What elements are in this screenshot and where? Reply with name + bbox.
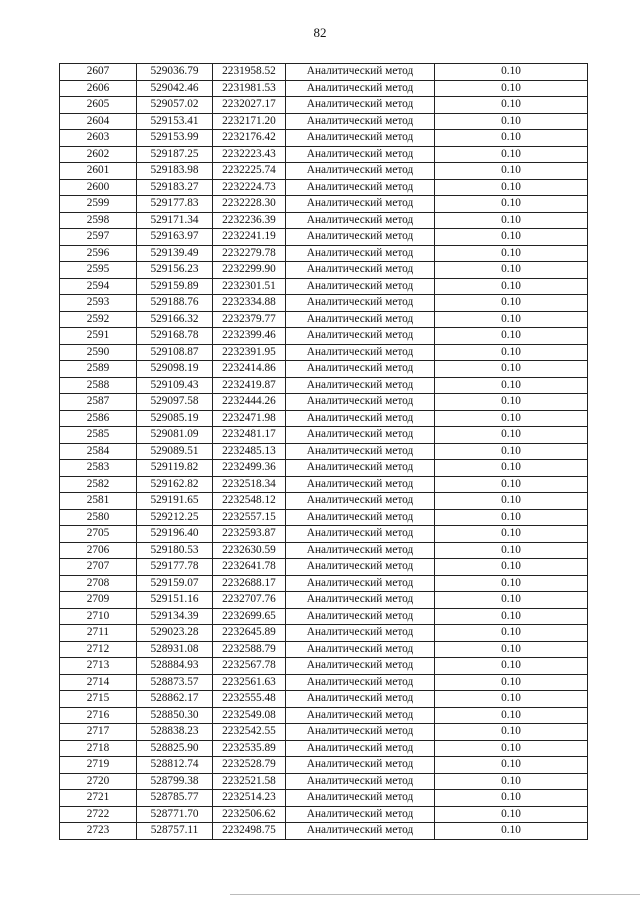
accuracy-cell: 0.10 <box>435 278 588 295</box>
y-coordinate-cell: 2232561.63 <box>213 674 286 691</box>
point-number-cell: 2705 <box>60 526 137 543</box>
method-cell: Аналитический метод <box>286 361 435 378</box>
method-cell: Аналитический метод <box>286 130 435 147</box>
accuracy-cell: 0.10 <box>435 707 588 724</box>
method-cell: Аналитический метод <box>286 542 435 559</box>
table-row <box>60 130 588 147</box>
y-coordinate-cell: 2232557.15 <box>213 509 286 526</box>
accuracy-cell: 0.10 <box>435 625 588 642</box>
method-cell: Аналитический метод <box>286 163 435 180</box>
method-cell: Аналитический метод <box>286 394 435 411</box>
table-row <box>60 97 588 114</box>
table-row <box>60 608 588 625</box>
x-coordinate-cell: 529023.28 <box>137 625 213 642</box>
y-coordinate-cell: 2232225.74 <box>213 163 286 180</box>
y-coordinate-cell: 2232630.59 <box>213 542 286 559</box>
point-number-cell: 2711 <box>60 625 137 642</box>
y-coordinate-cell: 2231958.52 <box>213 64 286 81</box>
x-coordinate-cell: 528799.38 <box>137 773 213 790</box>
table-row <box>60 245 588 262</box>
table-row <box>60 691 588 708</box>
accuracy-cell: 0.10 <box>435 196 588 213</box>
y-coordinate-cell: 2232521.58 <box>213 773 286 790</box>
accuracy-cell: 0.10 <box>435 113 588 130</box>
point-number-cell: 2715 <box>60 691 137 708</box>
x-coordinate-cell: 529109.43 <box>137 377 213 394</box>
y-coordinate-cell: 2232279.78 <box>213 245 286 262</box>
y-coordinate-cell: 2232499.36 <box>213 460 286 477</box>
x-coordinate-cell: 529134.39 <box>137 608 213 625</box>
table-row <box>60 443 588 460</box>
accuracy-cell: 0.10 <box>435 823 588 840</box>
accuracy-cell: 0.10 <box>435 97 588 114</box>
accuracy-cell: 0.10 <box>435 460 588 477</box>
table-row <box>60 757 588 774</box>
y-coordinate-cell: 2232224.73 <box>213 179 286 196</box>
table-row <box>60 707 588 724</box>
table-row <box>60 427 588 444</box>
table-row <box>60 641 588 658</box>
page-number: 82 <box>313 25 327 40</box>
accuracy-cell: 0.10 <box>435 427 588 444</box>
x-coordinate-cell: 529187.25 <box>137 146 213 163</box>
table-row <box>60 311 588 328</box>
method-cell: Аналитический метод <box>286 262 435 279</box>
method-cell: Аналитический метод <box>286 410 435 427</box>
method-cell: Аналитический метод <box>286 113 435 130</box>
point-number-cell: 2604 <box>60 113 137 130</box>
point-number-cell: 2593 <box>60 295 137 312</box>
accuracy-cell: 0.10 <box>435 361 588 378</box>
y-coordinate-cell: 2232641.78 <box>213 559 286 576</box>
point-number-cell: 2600 <box>60 179 137 196</box>
method-cell: Аналитический метод <box>286 427 435 444</box>
y-coordinate-cell: 2232334.88 <box>213 295 286 312</box>
point-number-cell: 2596 <box>60 245 137 262</box>
y-coordinate-cell: 2232555.48 <box>213 691 286 708</box>
x-coordinate-cell: 529168.78 <box>137 328 213 345</box>
x-coordinate-cell: 528825.90 <box>137 740 213 757</box>
method-cell: Аналитический метод <box>286 658 435 675</box>
accuracy-cell: 0.10 <box>435 740 588 757</box>
accuracy-cell: 0.10 <box>435 212 588 229</box>
y-coordinate-cell: 2232506.62 <box>213 806 286 823</box>
table-row <box>60 724 588 741</box>
y-coordinate-cell: 2232688.17 <box>213 575 286 592</box>
y-coordinate-cell: 2232223.43 <box>213 146 286 163</box>
accuracy-cell: 0.10 <box>435 493 588 510</box>
method-cell: Аналитический метод <box>286 773 435 790</box>
x-coordinate-cell: 528873.57 <box>137 674 213 691</box>
accuracy-cell: 0.10 <box>435 262 588 279</box>
point-number-cell: 2716 <box>60 707 137 724</box>
table-row <box>60 773 588 790</box>
table-row <box>60 113 588 130</box>
y-coordinate-cell: 2232588.79 <box>213 641 286 658</box>
method-cell: Аналитический метод <box>286 229 435 246</box>
y-coordinate-cell: 2232514.23 <box>213 790 286 807</box>
method-cell: Аналитический метод <box>286 196 435 213</box>
coordinates-table <box>59 63 588 840</box>
point-number-cell: 2714 <box>60 674 137 691</box>
point-number-cell: 2603 <box>60 130 137 147</box>
method-cell: Аналитический метод <box>286 212 435 229</box>
y-coordinate-cell: 2232379.77 <box>213 311 286 328</box>
method-cell: Аналитический метод <box>286 344 435 361</box>
y-coordinate-cell: 2232176.42 <box>213 130 286 147</box>
x-coordinate-cell: 529089.51 <box>137 443 213 460</box>
point-number-cell: 2709 <box>60 592 137 609</box>
method-cell: Аналитический метод <box>286 460 435 477</box>
table-row <box>60 823 588 840</box>
accuracy-cell: 0.10 <box>435 64 588 81</box>
accuracy-cell: 0.10 <box>435 773 588 790</box>
y-coordinate-cell: 2232528.79 <box>213 757 286 774</box>
accuracy-cell: 0.10 <box>435 509 588 526</box>
x-coordinate-cell: 528931.08 <box>137 641 213 658</box>
table-row <box>60 328 588 345</box>
y-coordinate-cell: 2232471.98 <box>213 410 286 427</box>
x-coordinate-cell: 529191.65 <box>137 493 213 510</box>
table-row <box>60 295 588 312</box>
accuracy-cell: 0.10 <box>435 592 588 609</box>
table-body <box>60 64 588 840</box>
y-coordinate-cell: 2232171.20 <box>213 113 286 130</box>
x-coordinate-cell: 529098.19 <box>137 361 213 378</box>
method-cell: Аналитический метод <box>286 509 435 526</box>
x-coordinate-cell: 529085.19 <box>137 410 213 427</box>
accuracy-cell: 0.10 <box>435 245 588 262</box>
method-cell: Аналитический метод <box>286 641 435 658</box>
method-cell: Аналитический метод <box>286 97 435 114</box>
table-row <box>60 229 588 246</box>
table-row <box>60 460 588 477</box>
x-coordinate-cell: 528785.77 <box>137 790 213 807</box>
x-coordinate-cell: 529097.58 <box>137 394 213 411</box>
x-coordinate-cell: 529036.79 <box>137 64 213 81</box>
accuracy-cell: 0.10 <box>435 394 588 411</box>
table-row <box>60 625 588 642</box>
x-coordinate-cell: 529159.89 <box>137 278 213 295</box>
point-number-cell: 2708 <box>60 575 137 592</box>
point-number-cell: 2722 <box>60 806 137 823</box>
method-cell: Аналитический метод <box>286 707 435 724</box>
table-row <box>60 509 588 526</box>
y-coordinate-cell: 2232567.78 <box>213 658 286 675</box>
x-coordinate-cell: 528771.70 <box>137 806 213 823</box>
x-coordinate-cell: 528812.74 <box>137 757 213 774</box>
point-number-cell: 2607 <box>60 64 137 81</box>
method-cell: Аналитический метод <box>286 278 435 295</box>
point-number-cell: 2713 <box>60 658 137 675</box>
accuracy-cell: 0.10 <box>435 295 588 312</box>
point-number-cell: 2719 <box>60 757 137 774</box>
table-row <box>60 163 588 180</box>
y-coordinate-cell: 2232228.30 <box>213 196 286 213</box>
x-coordinate-cell: 529081.09 <box>137 427 213 444</box>
point-number-cell: 2585 <box>60 427 137 444</box>
x-coordinate-cell: 529151.16 <box>137 592 213 609</box>
accuracy-cell: 0.10 <box>435 163 588 180</box>
method-cell: Аналитический метод <box>286 245 435 262</box>
y-coordinate-cell: 2232518.34 <box>213 476 286 493</box>
accuracy-cell: 0.10 <box>435 575 588 592</box>
y-coordinate-cell: 2232498.75 <box>213 823 286 840</box>
method-cell: Аналитический метод <box>286 575 435 592</box>
table-row <box>60 790 588 807</box>
x-coordinate-cell: 529139.49 <box>137 245 213 262</box>
method-cell: Аналитический метод <box>286 311 435 328</box>
table-row <box>60 146 588 163</box>
x-coordinate-cell: 529163.97 <box>137 229 213 246</box>
method-cell: Аналитический метод <box>286 806 435 823</box>
point-number-cell: 2583 <box>60 460 137 477</box>
x-coordinate-cell: 529180.53 <box>137 542 213 559</box>
y-coordinate-cell: 2232399.46 <box>213 328 286 345</box>
point-number-cell: 2720 <box>60 773 137 790</box>
y-coordinate-cell: 2232299.90 <box>213 262 286 279</box>
table-row <box>60 740 588 757</box>
y-coordinate-cell: 2232707.76 <box>213 592 286 609</box>
point-number-cell: 2587 <box>60 394 137 411</box>
method-cell: Аналитический метод <box>286 80 435 97</box>
accuracy-cell: 0.10 <box>435 229 588 246</box>
method-cell: Аналитический метод <box>286 823 435 840</box>
x-coordinate-cell: 529042.46 <box>137 80 213 97</box>
x-coordinate-cell: 528838.23 <box>137 724 213 741</box>
method-cell: Аналитический метод <box>286 757 435 774</box>
point-number-cell: 2591 <box>60 328 137 345</box>
accuracy-cell: 0.10 <box>435 146 588 163</box>
x-coordinate-cell: 529159.07 <box>137 575 213 592</box>
table-row <box>60 377 588 394</box>
point-number-cell: 2602 <box>60 146 137 163</box>
x-coordinate-cell: 529119.82 <box>137 460 213 477</box>
method-cell: Аналитический метод <box>286 64 435 81</box>
x-coordinate-cell: 529188.76 <box>137 295 213 312</box>
method-cell: Аналитический метод <box>286 559 435 576</box>
y-coordinate-cell: 2232481.17 <box>213 427 286 444</box>
table-row <box>60 575 588 592</box>
point-number-cell: 2592 <box>60 311 137 328</box>
y-coordinate-cell: 2232236.39 <box>213 212 286 229</box>
accuracy-cell: 0.10 <box>435 328 588 345</box>
y-coordinate-cell: 2232391.95 <box>213 344 286 361</box>
x-coordinate-cell: 528757.11 <box>137 823 213 840</box>
y-coordinate-cell: 2232419.87 <box>213 377 286 394</box>
table-row <box>60 410 588 427</box>
table-row <box>60 658 588 675</box>
table-row <box>60 493 588 510</box>
x-coordinate-cell: 528884.93 <box>137 658 213 675</box>
y-coordinate-cell: 2232301.51 <box>213 278 286 295</box>
x-coordinate-cell: 529166.32 <box>137 311 213 328</box>
accuracy-cell: 0.10 <box>435 790 588 807</box>
point-number-cell: 2597 <box>60 229 137 246</box>
table-row <box>60 674 588 691</box>
method-cell: Аналитический метод <box>286 146 435 163</box>
point-number-cell: 2723 <box>60 823 137 840</box>
y-coordinate-cell: 2232549.08 <box>213 707 286 724</box>
point-number-cell: 2588 <box>60 377 137 394</box>
accuracy-cell: 0.10 <box>435 476 588 493</box>
point-number-cell: 2717 <box>60 724 137 741</box>
accuracy-cell: 0.10 <box>435 559 588 576</box>
accuracy-cell: 0.10 <box>435 344 588 361</box>
y-coordinate-cell: 2232542.55 <box>213 724 286 741</box>
table-row <box>60 361 588 378</box>
x-coordinate-cell: 529153.41 <box>137 113 213 130</box>
point-number-cell: 2581 <box>60 493 137 510</box>
x-coordinate-cell: 529177.83 <box>137 196 213 213</box>
accuracy-cell: 0.10 <box>435 130 588 147</box>
x-coordinate-cell: 529177.78 <box>137 559 213 576</box>
x-coordinate-cell: 529183.27 <box>137 179 213 196</box>
y-coordinate-cell: 2232645.89 <box>213 625 286 642</box>
point-number-cell: 2605 <box>60 97 137 114</box>
point-number-cell: 2599 <box>60 196 137 213</box>
method-cell: Аналитический метод <box>286 740 435 757</box>
method-cell: Аналитический метод <box>286 674 435 691</box>
table-row <box>60 80 588 97</box>
x-coordinate-cell: 529212.25 <box>137 509 213 526</box>
method-cell: Аналитический метод <box>286 377 435 394</box>
point-number-cell: 2601 <box>60 163 137 180</box>
point-number-cell: 2582 <box>60 476 137 493</box>
accuracy-cell: 0.10 <box>435 724 588 741</box>
method-cell: Аналитический метод <box>286 295 435 312</box>
point-number-cell: 2580 <box>60 509 137 526</box>
y-coordinate-cell: 2231981.53 <box>213 80 286 97</box>
accuracy-cell: 0.10 <box>435 806 588 823</box>
x-coordinate-cell: 529153.99 <box>137 130 213 147</box>
method-cell: Аналитический метод <box>286 592 435 609</box>
x-coordinate-cell: 529196.40 <box>137 526 213 543</box>
y-coordinate-cell: 2232485.13 <box>213 443 286 460</box>
x-coordinate-cell: 529183.98 <box>137 163 213 180</box>
point-number-cell: 2606 <box>60 80 137 97</box>
x-coordinate-cell: 529156.23 <box>137 262 213 279</box>
accuracy-cell: 0.10 <box>435 377 588 394</box>
point-number-cell: 2718 <box>60 740 137 757</box>
table-row <box>60 196 588 213</box>
y-coordinate-cell: 2232444.26 <box>213 394 286 411</box>
table-row <box>60 476 588 493</box>
y-coordinate-cell: 2232241.19 <box>213 229 286 246</box>
accuracy-cell: 0.10 <box>435 311 588 328</box>
table-row <box>60 179 588 196</box>
method-cell: Аналитический метод <box>286 476 435 493</box>
y-coordinate-cell: 2232699.65 <box>213 608 286 625</box>
table-row <box>60 592 588 609</box>
y-coordinate-cell: 2232548.12 <box>213 493 286 510</box>
table-row <box>60 344 588 361</box>
accuracy-cell: 0.10 <box>435 526 588 543</box>
method-cell: Аналитический метод <box>286 328 435 345</box>
accuracy-cell: 0.10 <box>435 691 588 708</box>
method-cell: Аналитический метод <box>286 724 435 741</box>
x-coordinate-cell: 528850.30 <box>137 707 213 724</box>
method-cell: Аналитический метод <box>286 625 435 642</box>
method-cell: Аналитический метод <box>286 179 435 196</box>
point-number-cell: 2707 <box>60 559 137 576</box>
x-coordinate-cell: 529162.82 <box>137 476 213 493</box>
table-row <box>60 394 588 411</box>
point-number-cell: 2706 <box>60 542 137 559</box>
method-cell: Аналитический метод <box>286 443 435 460</box>
y-coordinate-cell: 2232593.87 <box>213 526 286 543</box>
scan-edge-line <box>230 894 640 895</box>
method-cell: Аналитический метод <box>286 790 435 807</box>
method-cell: Аналитический метод <box>286 691 435 708</box>
accuracy-cell: 0.10 <box>435 641 588 658</box>
point-number-cell: 2594 <box>60 278 137 295</box>
accuracy-cell: 0.10 <box>435 410 588 427</box>
accuracy-cell: 0.10 <box>435 443 588 460</box>
point-number-cell: 2590 <box>60 344 137 361</box>
table-row <box>60 212 588 229</box>
table-row <box>60 526 588 543</box>
accuracy-cell: 0.10 <box>435 179 588 196</box>
point-number-cell: 2589 <box>60 361 137 378</box>
x-coordinate-cell: 529057.02 <box>137 97 213 114</box>
method-cell: Аналитический метод <box>286 608 435 625</box>
accuracy-cell: 0.10 <box>435 608 588 625</box>
accuracy-cell: 0.10 <box>435 542 588 559</box>
y-coordinate-cell: 2232027.17 <box>213 97 286 114</box>
point-number-cell: 2712 <box>60 641 137 658</box>
table-row <box>60 806 588 823</box>
point-number-cell: 2710 <box>60 608 137 625</box>
point-number-cell: 2598 <box>60 212 137 229</box>
point-number-cell: 2584 <box>60 443 137 460</box>
table-row <box>60 262 588 279</box>
accuracy-cell: 0.10 <box>435 674 588 691</box>
x-coordinate-cell: 529171.34 <box>137 212 213 229</box>
point-number-cell: 2595 <box>60 262 137 279</box>
method-cell: Аналитический метод <box>286 526 435 543</box>
point-number-cell: 2586 <box>60 410 137 427</box>
y-coordinate-cell: 2232535.89 <box>213 740 286 757</box>
method-cell: Аналитический метод <box>286 493 435 510</box>
table-row <box>60 559 588 576</box>
table-row <box>60 64 588 81</box>
x-coordinate-cell: 528862.17 <box>137 691 213 708</box>
accuracy-cell: 0.10 <box>435 658 588 675</box>
accuracy-cell: 0.10 <box>435 757 588 774</box>
accuracy-cell: 0.10 <box>435 80 588 97</box>
y-coordinate-cell: 2232414.86 <box>213 361 286 378</box>
table-row <box>60 542 588 559</box>
x-coordinate-cell: 529108.87 <box>137 344 213 361</box>
point-number-cell: 2721 <box>60 790 137 807</box>
table-row <box>60 278 588 295</box>
